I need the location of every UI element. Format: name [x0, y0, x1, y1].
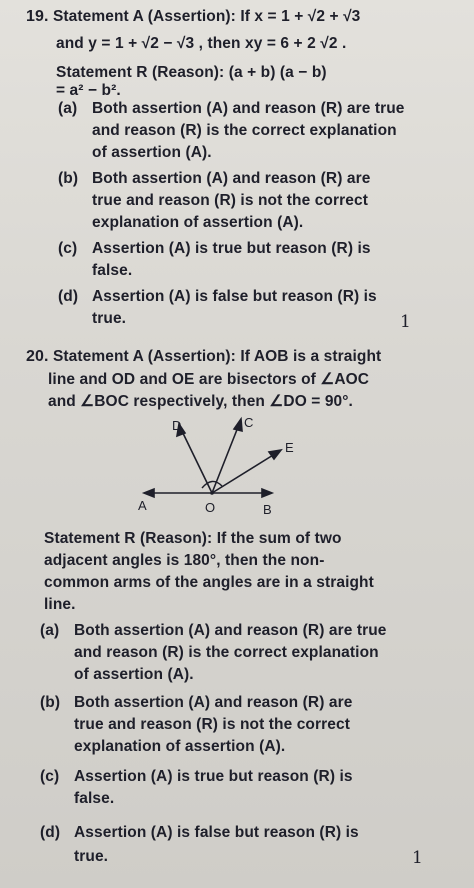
q19-option-a-line-2: and reason (R) is the correct explanation	[92, 122, 397, 139]
q19-option-d: (d) Assertion (A) is false but reason (R) is	[58, 288, 377, 305]
q20-reason-line-2: adjacent angles is 180°, then the non-	[44, 552, 325, 569]
q20-line-2: line and OD and OE are bisectors of ∠AOC	[48, 371, 370, 388]
q20-option-c: (c) Assertion (A) is true but reason (R) is	[40, 768, 353, 785]
option-letter: (d)	[58, 288, 79, 305]
label-B: B	[263, 502, 272, 517]
label-C: C	[244, 415, 254, 430]
label-O: O	[205, 500, 216, 515]
option-letter: (b)	[58, 170, 79, 187]
q20-assertion-text: Statement A (Assertion): If AOB is a straight	[52, 348, 382, 365]
q19-option-c: (c) Assertion (A) is true but reason (R) is	[58, 240, 371, 257]
q19-marks: 1	[400, 312, 411, 332]
arrow-E	[269, 450, 281, 459]
q19-option-b: (b) Both assertion (A) and reason (R) are	[58, 170, 371, 187]
q20-line-3: and ∠BOC respectively, then ∠DO = 90°.	[48, 393, 353, 410]
q20-option-d: (d) Assertion (A) is false but reason (R) is	[40, 824, 359, 841]
option-letter: (a)	[58, 100, 78, 117]
q19-assertion-text: Statement A (Assertion): If x = 1 + √2 + √3	[52, 8, 361, 25]
point-O	[210, 491, 214, 495]
q20-option-d-line-2: true.	[74, 848, 109, 865]
q20-option-a: (a) Both assertion (A) and reason (R) are true	[40, 622, 387, 639]
q20-option-a-line-2: and reason (R) is the correct explanation	[74, 644, 379, 661]
right-angle-arc	[202, 481, 222, 488]
q20-line-1	[26, 348, 381, 366]
q20-option-b: (b) Both assertion (A) and reason (R) are	[40, 694, 353, 711]
arrow-C	[234, 419, 242, 431]
q19-option-b-line-3: explanation of assertion (A).	[92, 214, 304, 231]
q19-number: 19.	[26, 8, 49, 25]
q19-line-1	[26, 8, 360, 26]
label-D: D	[172, 418, 182, 433]
q19-option-b-line-2: true and reason (R) is not the correct	[92, 192, 368, 209]
ray-OE	[212, 452, 278, 493]
option-letter: (c)	[58, 240, 78, 257]
label-E: E	[285, 440, 294, 455]
q20-option-c-line-2: false.	[74, 790, 115, 807]
q19-option-c-line-2: false.	[92, 262, 133, 279]
q20-reason-line-1: Statement R (Reason): If the sum of two	[44, 530, 342, 547]
q20-option-a-line-3: of assertion (A).	[74, 666, 194, 683]
q20-marks: 1	[412, 848, 423, 868]
q20-reason-line-3: common arms of the angles are in a straight	[44, 574, 374, 591]
q19-option-a-line-3: of assertion (A).	[92, 144, 212, 161]
option-letter: (a)	[40, 622, 60, 639]
q19-line-2: and y = 1 + √2 − √3 , then xy = 6 + 2 √2 .	[56, 35, 347, 52]
q20-angle-figure	[0, 412, 474, 532]
q19-reason-identity: = a² − b².	[56, 82, 121, 99]
arrow-B	[262, 489, 272, 497]
q19-option-a: (a) Both assertion (A) and reason (R) are true	[58, 100, 405, 117]
option-letter: (d)	[40, 824, 61, 841]
q19-option-d-line-2: true.	[92, 310, 127, 327]
q20-option-b-line-2: true and reason (R) is not the correct	[74, 716, 350, 733]
arrow-A	[144, 489, 154, 497]
option-letter: (b)	[40, 694, 61, 711]
q20-reason-line-4: line.	[44, 596, 76, 613]
option-letter: (c)	[40, 768, 60, 785]
label-A: A	[138, 498, 147, 513]
q19-reason-text: Statement R (Reason): (a + b) (a − b)	[56, 64, 327, 81]
q20-number: 20.	[26, 348, 49, 365]
q20-option-b-line-3: explanation of assertion (A).	[74, 738, 286, 755]
